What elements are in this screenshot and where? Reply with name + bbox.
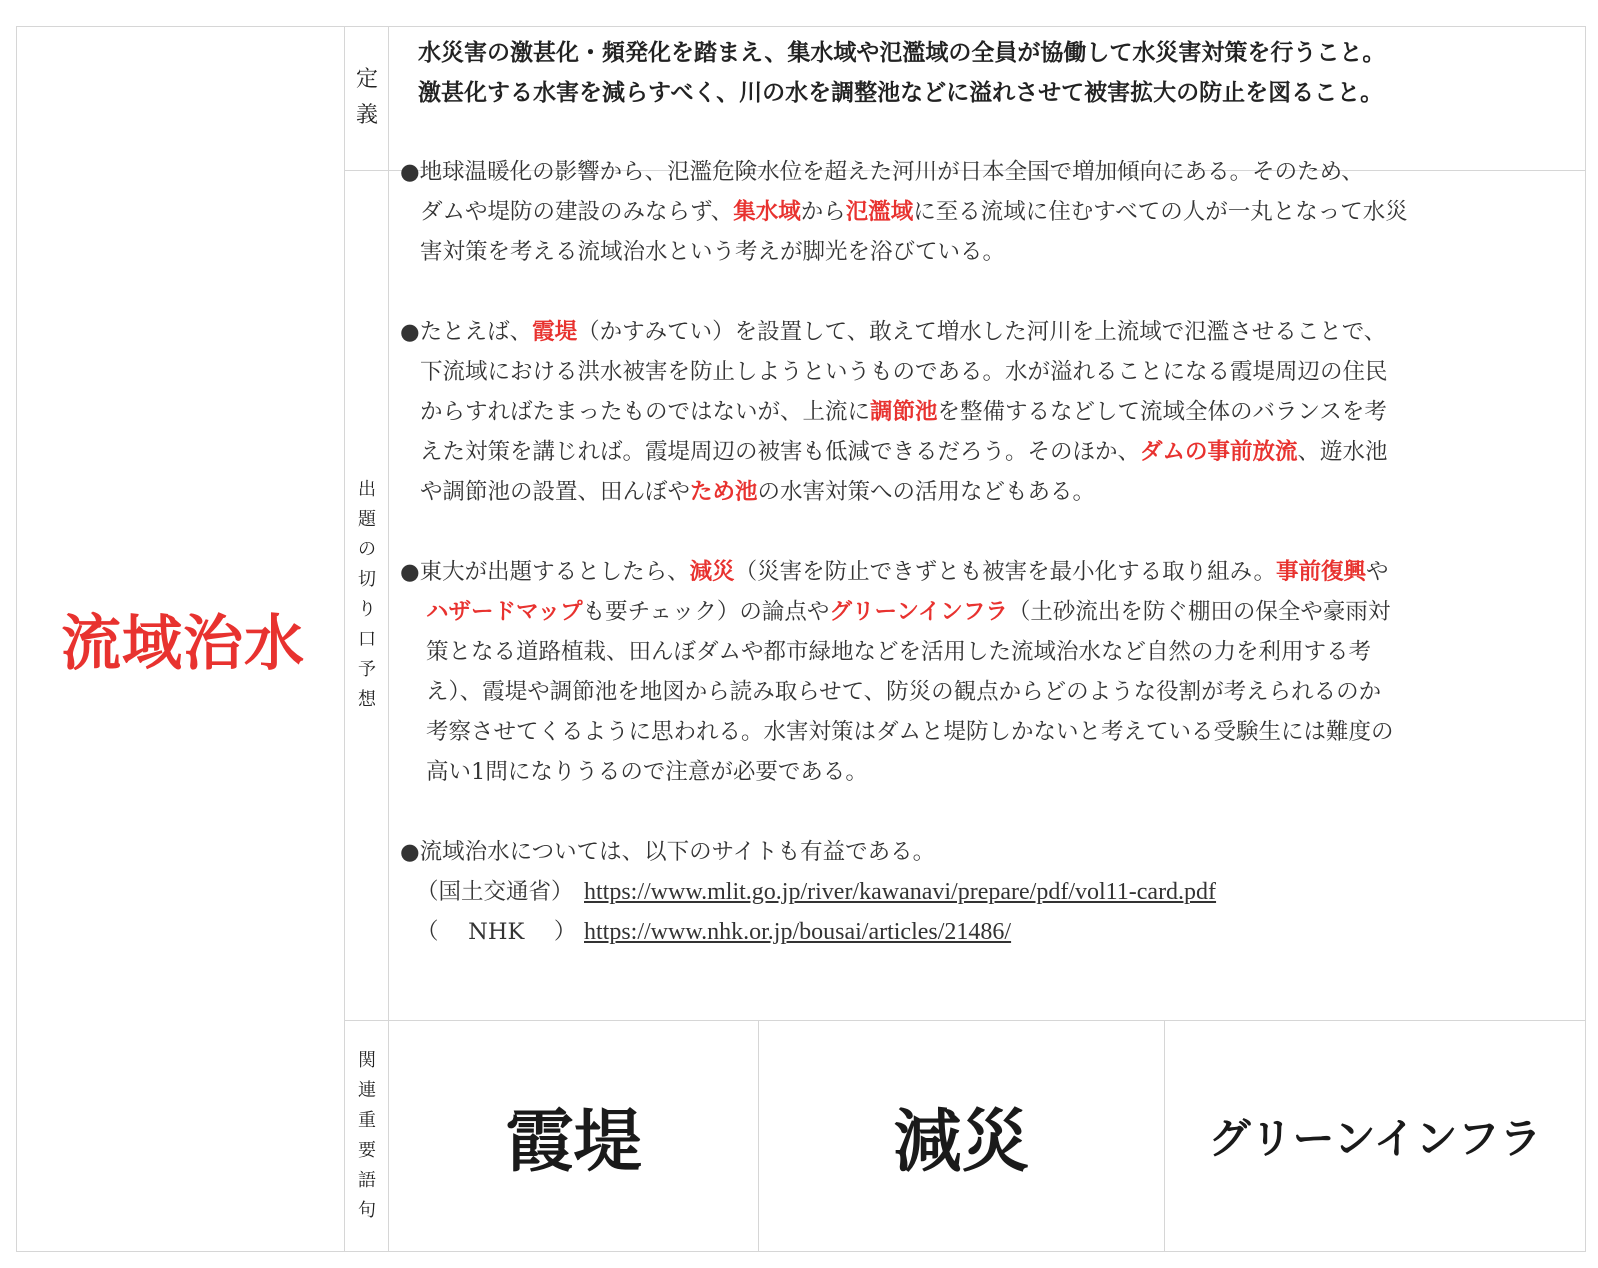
text-line: ●流域治水については、以下のサイトも有益である。 bbox=[400, 839, 936, 865]
text-span: や bbox=[1366, 559, 1389, 585]
label-char: の bbox=[358, 539, 376, 560]
link-row-mlit bbox=[386, 872, 1546, 912]
label-char: 要 bbox=[358, 1140, 376, 1161]
definition-label bbox=[345, 26, 389, 170]
label-char: 語 bbox=[358, 1170, 376, 1191]
text-line: 下流域における洪水被害を防止しようというものである。水が溢れることになる霞堤周辺の住民 bbox=[420, 359, 1388, 385]
keyword-text: 減災 bbox=[893, 1101, 1030, 1182]
highlight-term: 集水域 bbox=[733, 199, 801, 225]
text-span: （かすみてい）を設置して、敢えて増水した河川を上流域で氾濫させることで、 bbox=[577, 319, 1387, 345]
text-line: 高い1問になりうるので注意が必要である。 bbox=[426, 759, 868, 785]
highlight-term: 霞堤 bbox=[532, 319, 578, 345]
text-span: や調節池の設置、田んぼや bbox=[420, 479, 691, 505]
text-line: ●地球温暖化の影響から、氾濫危険水位を超えた河川が日本全国で増加傾向にある。そのため、 bbox=[400, 159, 1364, 185]
label-char: 義 bbox=[355, 103, 378, 128]
text-span: （土砂流出を防ぐ棚田の保全や豪雨対 bbox=[1007, 599, 1391, 625]
text-line bbox=[386, 432, 1546, 472]
text-span: に至る流域に住むすべての人が一丸となって水災 bbox=[913, 199, 1408, 225]
text-span: ●たとえば、 bbox=[400, 319, 533, 345]
label-char: 想 bbox=[358, 689, 376, 710]
text-span: から bbox=[800, 199, 846, 225]
label-char: り bbox=[358, 599, 376, 620]
prediction-body bbox=[386, 152, 1546, 992]
highlight-term: 事前復興 bbox=[1276, 559, 1367, 585]
text-span: を整備するなどして流域全体のバランスを考 bbox=[937, 399, 1387, 425]
text-line: え）、霞堤や調節池を地図から読み取らせて、防災の観点からどのような役割が考えられるのか bbox=[426, 679, 1382, 705]
term-title: 流域治水 bbox=[61, 609, 305, 679]
label-char: 出 bbox=[358, 479, 376, 500]
text-line: 考察させてくるように思われる。水害対策はダムと堤防しかないと考えている受験生には難度の bbox=[426, 719, 1394, 745]
prediction-label bbox=[345, 170, 389, 1020]
keyword-cell-1 bbox=[389, 1020, 758, 1252]
text-line bbox=[386, 552, 1546, 592]
paragraph-kasumitei bbox=[386, 312, 1546, 512]
label-char: 切 bbox=[358, 569, 376, 590]
keyword-cell-3 bbox=[1165, 1020, 1585, 1252]
paragraph-todai bbox=[386, 552, 1546, 792]
highlight-term: 減災 bbox=[689, 559, 735, 585]
mlit-link[interactable]: https://www.mlit.go.jp/river/kawanavi/prepare/pdf/vol11-card.pdf bbox=[584, 879, 1217, 905]
text-span: からすればたまったものではないが、上流に bbox=[420, 399, 871, 425]
related-terms-label bbox=[345, 1020, 389, 1252]
link-source: （国土交通省） bbox=[416, 879, 574, 905]
paragraph-warming bbox=[386, 152, 1546, 272]
link-source: （ NHK ） bbox=[416, 919, 577, 945]
highlight-term: グリーンインフラ bbox=[829, 599, 1008, 625]
highlight-term: ダムの事前放流 bbox=[1140, 439, 1298, 465]
label-char: 連 bbox=[358, 1080, 376, 1101]
text-span: えた対策を講じれば。霞堤周辺の被害も低減できるだろう。そのほか、 bbox=[420, 439, 1141, 465]
label-char: 定 bbox=[355, 67, 378, 92]
label-char: 関 bbox=[358, 1050, 376, 1071]
label-char: 句 bbox=[358, 1200, 376, 1221]
text-line bbox=[386, 392, 1546, 432]
text-span: 、遊水池 bbox=[1297, 439, 1388, 465]
definition-line: 激甚化する水害を減らすべく、川の水を調整池などに溢れさせて被害拡大の防止を図ること。 bbox=[418, 79, 1384, 106]
text-span: ●東大が出題するとしたら、 bbox=[400, 559, 690, 585]
text-span: （災害を防止できずとも被害を最小化する取り組み。 bbox=[734, 559, 1277, 585]
text-line bbox=[386, 472, 1546, 512]
table-border-right bbox=[1585, 26, 1586, 1252]
term-cell bbox=[16, 26, 350, 1252]
highlight-term: ハザードマップ bbox=[426, 599, 583, 625]
label-char: 口 bbox=[358, 629, 376, 650]
label-char: 予 bbox=[358, 659, 376, 680]
paragraph-links bbox=[386, 832, 1546, 952]
text-line: 策となる道路植栽、田んぼダムや都市緑地などを活用した流域治水など自然の力を利用する考 bbox=[426, 639, 1372, 665]
definition-line: 水災害の激甚化・頻発化を踏まえ、集水域や氾濫域の全員が協働して水災害対策を行うこと。 bbox=[418, 39, 1386, 66]
highlight-term: ため池 bbox=[690, 479, 758, 505]
keyword-text: 霞堤 bbox=[505, 1101, 642, 1182]
label-char: 重 bbox=[358, 1110, 376, 1131]
text-line bbox=[386, 592, 1546, 632]
text-line: 害対策を考える流域治水という考えが脚光を浴びている。 bbox=[420, 239, 1006, 265]
text-line bbox=[386, 312, 1546, 352]
text-line bbox=[386, 192, 1546, 232]
link-row-nhk bbox=[386, 912, 1546, 952]
text-span: の水害対策への活用などもある。 bbox=[757, 479, 1096, 505]
highlight-term: 調節池 bbox=[870, 399, 938, 425]
text-span: ダムや堤防の建設のみならず、 bbox=[420, 199, 734, 225]
definition-text bbox=[418, 33, 1558, 113]
keyword-text: グリーンインフラ bbox=[1208, 1114, 1542, 1163]
nhk-link[interactable]: https://www.nhk.or.jp/bousai/articles/21486/ bbox=[584, 919, 1012, 945]
text-span: も要チェック）の論点や bbox=[582, 599, 830, 625]
keyword-cell-2 bbox=[759, 1020, 1164, 1252]
highlight-term: 氾濫域 bbox=[845, 199, 914, 225]
label-char: 題 bbox=[358, 509, 376, 530]
